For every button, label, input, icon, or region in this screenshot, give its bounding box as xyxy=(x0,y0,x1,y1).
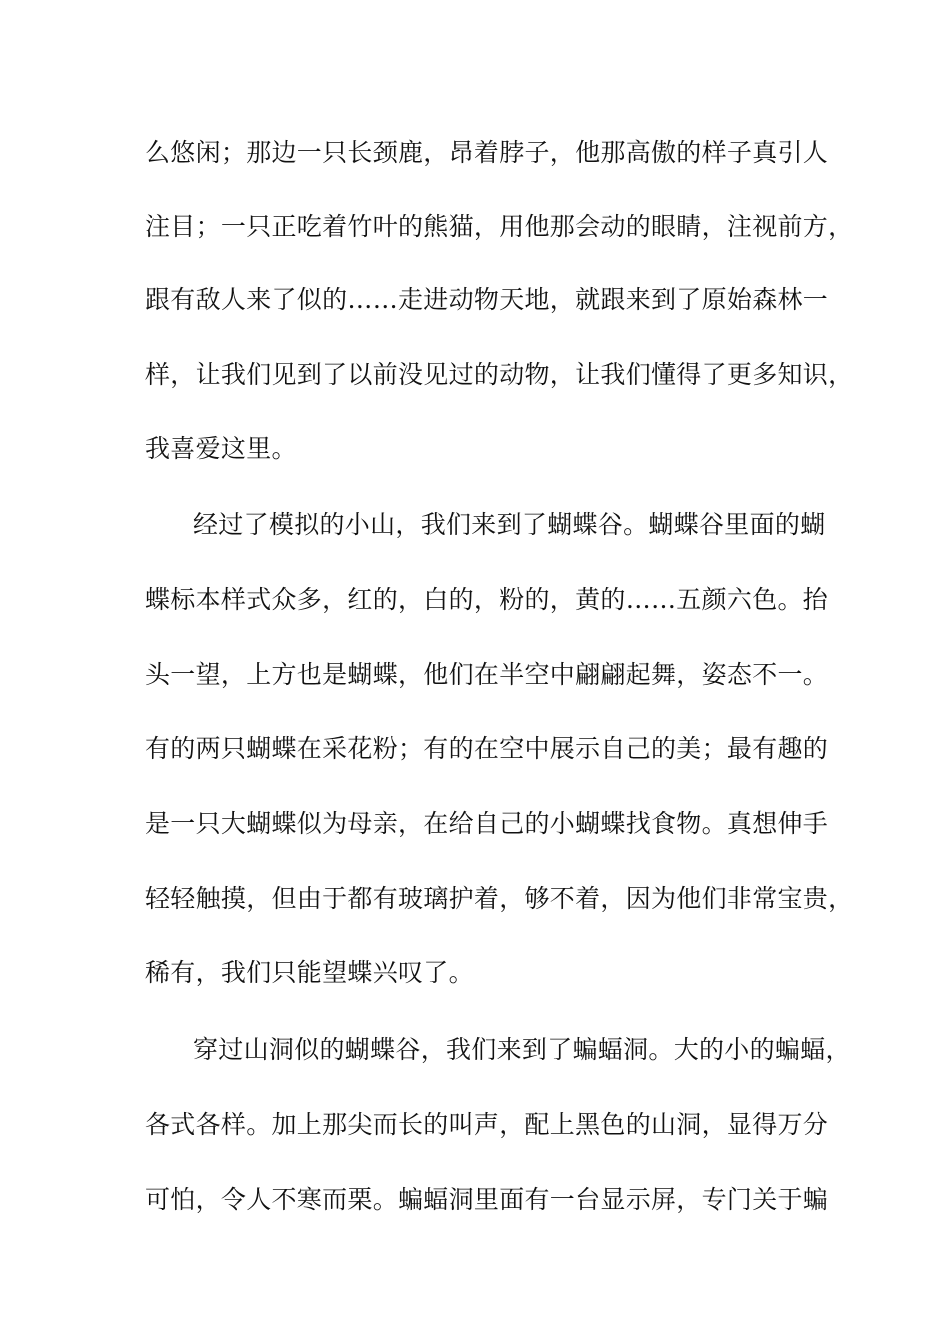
text-line: 蝶标本样式众多，红的，白的，粉的，黄的……五颜六色。抬 xyxy=(145,585,829,614)
text-line: 是一只大蝴蝶似为母亲，在给自己的小蝴蝶找食物。真想伸手 xyxy=(145,809,829,838)
text-line: 头一望，上方也是蝴蝶，他们在半空中翩翩起舞，姿态不一。 xyxy=(145,660,829,689)
text-line: 轻轻触摸，但由于都有玻璃护着，够不着，因为他们非常宝贵， xyxy=(145,884,854,913)
text-line: 稀有，我们只能望蝶兴叹了。 xyxy=(145,958,474,987)
text-line: 有的两只蝴蝶在采花粉；有的在空中展示自己的美；最有趣的 xyxy=(145,734,829,763)
text-line: 我喜爱这里。 xyxy=(145,434,297,463)
text-line: 注目；一只正吃着竹叶的熊猫，用他那会动的眼睛，注视前方， xyxy=(145,212,854,241)
text-line: 跟有敌人来了似的……走进动物天地，就跟来到了原始森林一 xyxy=(145,285,829,314)
text-line: 各式各样。加上那尖而长的叫声，配上黑色的山洞，显得万分 xyxy=(145,1110,829,1139)
text-line: 么悠闲；那边一只长颈鹿，昂着脖子，他那高傲的样子真引人 xyxy=(145,138,829,167)
paragraph-first-line: 经过了模拟的小山，我们来到了蝴蝶谷。蝴蝶谷里面的蝴 xyxy=(193,510,826,539)
paragraph-first-line: 穿过山洞似的蝴蝶谷，我们来到了蝙蝠洞。大的小的蝙蝠， xyxy=(193,1035,851,1064)
text-line: 样，让我们见到了以前没见过的动物，让我们懂得了更多知识， xyxy=(145,360,854,389)
text-line: 可怕，令人不寒而栗。蝙蝠洞里面有一台显示屏，专门关于蝙 xyxy=(145,1185,829,1214)
